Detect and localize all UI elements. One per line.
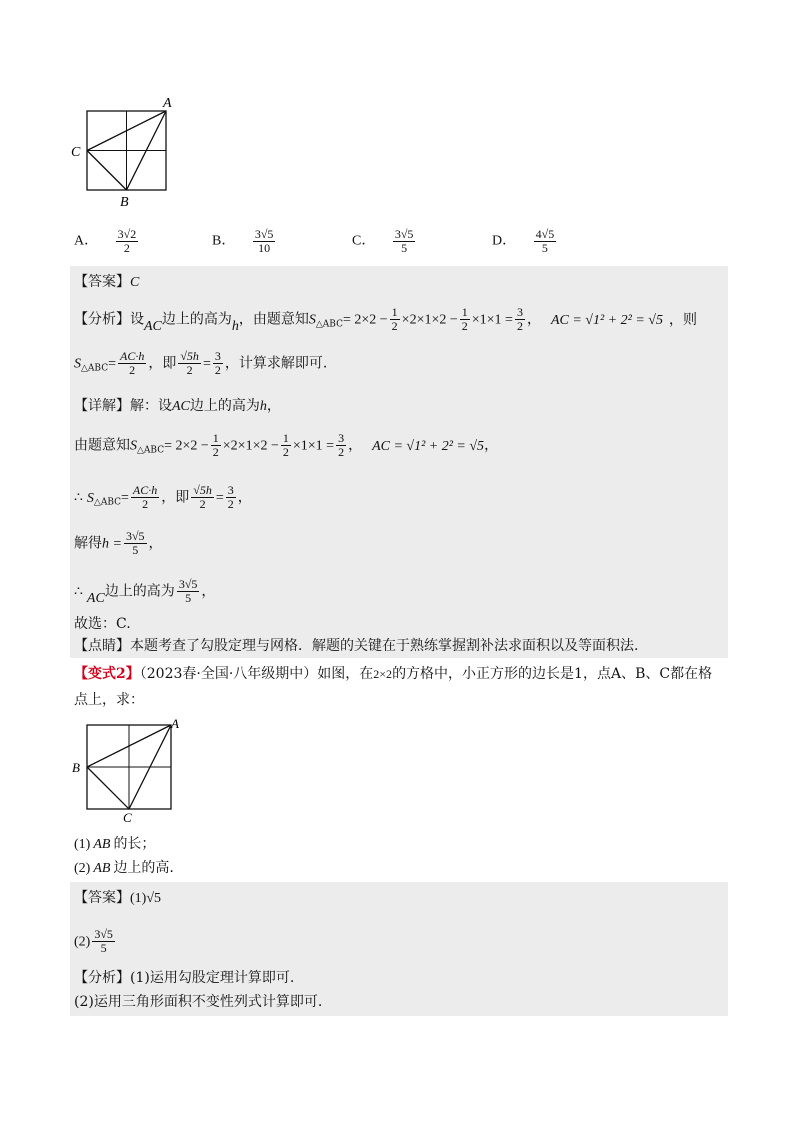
fraction-den: 2 bbox=[142, 497, 149, 511]
answer2-line-2 bbox=[74, 928, 117, 955]
point-label-a: A bbox=[163, 96, 172, 111]
segment-bc bbox=[87, 767, 129, 809]
option-d[interactable] bbox=[492, 228, 558, 255]
detail-line-4 bbox=[74, 530, 163, 557]
analysis-tag: 【分析】 bbox=[74, 970, 130, 986]
analysis2-line-1 bbox=[74, 968, 294, 988]
equation: ×1×1 = bbox=[471, 312, 513, 328]
equation: ×2×1×2 − bbox=[222, 438, 279, 454]
option-c-den: 5 bbox=[401, 241, 408, 255]
answer-tag: 【答案】 bbox=[74, 274, 130, 290]
detail-line-1 bbox=[74, 396, 281, 417]
option-c-num: 3√5 bbox=[394, 227, 414, 241]
segment-ab-label: AB bbox=[93, 861, 111, 876]
analysis-h: h bbox=[231, 318, 239, 334]
fraction-den: 2 bbox=[212, 445, 219, 459]
option-c-letter: C． bbox=[352, 233, 376, 249]
analysis-text: 设 bbox=[130, 311, 144, 328]
answer-tag: 【答案】 bbox=[74, 890, 130, 906]
equation: = 2×2 − bbox=[164, 438, 209, 454]
detail-text: 解：设 bbox=[130, 398, 172, 414]
analysis-ac: AC bbox=[144, 318, 162, 334]
analysis-text: (1)运用勾股定理计算即可. bbox=[130, 970, 295, 986]
fraction-den: 2 bbox=[227, 497, 234, 511]
fraction-den: 5 bbox=[185, 591, 192, 605]
answer2-line-1 bbox=[74, 888, 161, 909]
fraction-num: 3 bbox=[338, 431, 345, 445]
analysis-line-2 bbox=[74, 350, 327, 379]
fraction-num: √5h bbox=[193, 483, 212, 497]
equation: ×2×1×2 − bbox=[401, 312, 458, 328]
fraction-num: 1 bbox=[212, 431, 219, 445]
fraction-num: 1 bbox=[461, 305, 468, 319]
punct: ， bbox=[526, 311, 541, 328]
fraction-num: 3 bbox=[227, 483, 234, 497]
detail-text: 由题意知 bbox=[74, 437, 130, 454]
fraction-num: 1 bbox=[391, 305, 398, 319]
point-label-b: B bbox=[120, 195, 129, 208]
analysis-text: ，由题意知 bbox=[238, 311, 309, 328]
fraction-num: 1 bbox=[282, 431, 289, 445]
option-b-den: 10 bbox=[258, 241, 271, 255]
therefore-symbol: ∴ bbox=[74, 489, 83, 506]
equation: = bbox=[202, 356, 211, 372]
detail-text: 边上的高为 bbox=[104, 583, 175, 600]
detail-text: 边上的高为 bbox=[189, 398, 260, 414]
option-a[interactable] bbox=[74, 228, 140, 255]
option-d-den: 5 bbox=[541, 241, 548, 255]
area-sub: △ABC bbox=[81, 363, 109, 374]
detail-ac: AC bbox=[86, 590, 105, 606]
area-sub: △ABC bbox=[137, 445, 165, 456]
option-a-num: 3√2 bbox=[117, 227, 137, 241]
question-2 bbox=[74, 858, 174, 879]
question-number: (1) bbox=[74, 837, 91, 852]
analysis-line-1 bbox=[74, 306, 697, 335]
fraction-num: √5h bbox=[180, 349, 199, 363]
fraction-den: 2 bbox=[516, 319, 523, 333]
variant-text: 的方格中，小正方形的边长是1，点A、B、C都在格 bbox=[392, 666, 713, 682]
punct: ， bbox=[148, 535, 163, 552]
question-text: 的长； bbox=[113, 836, 156, 852]
fraction-den: 2 bbox=[338, 445, 345, 459]
detail-line-5 bbox=[74, 578, 215, 605]
grid-size: 2×2 bbox=[373, 667, 393, 681]
detail-line-2 bbox=[74, 432, 498, 461]
answer-line bbox=[74, 272, 139, 293]
point-label-b: B bbox=[72, 760, 80, 775]
variant-line-1 bbox=[74, 664, 712, 684]
fraction-den: 2 bbox=[199, 497, 206, 511]
fraction-num: 3√5 bbox=[178, 577, 198, 591]
variant-source: （2023春·全国·八年级期中）如图，在 bbox=[139, 666, 374, 682]
area-sub: △ABC bbox=[93, 497, 122, 508]
answer-value: √5 bbox=[146, 891, 162, 906]
therefore-symbol: ∴ bbox=[74, 583, 83, 600]
ac-length-equation: AC = √1² + 2² = √5 bbox=[550, 312, 663, 328]
option-b-letter: B． bbox=[212, 233, 236, 249]
area-sub: △ABC bbox=[315, 319, 343, 330]
equation: = 2×2 − bbox=[342, 312, 388, 328]
detail-tag: 【详解】 bbox=[74, 398, 130, 414]
fraction-num: 3√5 bbox=[125, 529, 145, 543]
variant-text: 点上，求： bbox=[74, 692, 144, 708]
segment-ab-label: AB bbox=[93, 837, 111, 852]
figure-grid-2 bbox=[70, 714, 186, 824]
analysis-text: ，计算求解即可. bbox=[224, 355, 328, 372]
analysis-text: 边上的高为 bbox=[161, 311, 232, 328]
area-symbol: S bbox=[308, 312, 316, 328]
detail-text: ，即 bbox=[161, 489, 190, 506]
detail-text: 故选：C. bbox=[74, 616, 131, 632]
answer-part: (1) bbox=[130, 891, 147, 906]
point-label-c: C bbox=[123, 810, 132, 824]
figure-grid-1 bbox=[70, 94, 180, 208]
analysis-tag: 【分析】 bbox=[74, 311, 130, 328]
area-symbol: S bbox=[74, 356, 81, 372]
area-symbol: S bbox=[86, 490, 94, 506]
detail-line-6 bbox=[74, 614, 131, 634]
analysis2-line-2 bbox=[74, 992, 322, 1012]
question-1 bbox=[74, 834, 155, 855]
detail-ac: AC bbox=[172, 399, 190, 414]
equation: = bbox=[108, 356, 116, 372]
fraction-num: AC·h bbox=[132, 483, 158, 497]
equation: = bbox=[215, 490, 224, 506]
detail-line-3 bbox=[74, 484, 252, 513]
detail-h: h bbox=[259, 399, 267, 414]
option-c[interactable] bbox=[352, 228, 417, 255]
fraction-den: 5 bbox=[132, 543, 139, 557]
fraction-num: 3 bbox=[516, 305, 523, 319]
detail-text: ， bbox=[266, 398, 281, 414]
fraction-num: 3√5 bbox=[94, 927, 113, 941]
option-d-num: 4√5 bbox=[535, 227, 555, 241]
punct: ， bbox=[348, 437, 363, 454]
answer-part: (2) bbox=[74, 934, 91, 950]
fraction-den: 2 bbox=[391, 319, 398, 333]
point-label-a: A bbox=[171, 716, 179, 731]
detail-text: 解得 bbox=[74, 535, 102, 552]
segment-cb bbox=[87, 151, 127, 191]
question-text: 边上的高. bbox=[113, 860, 174, 876]
fraction-den: 2 bbox=[186, 363, 193, 377]
analysis-text: ，即 bbox=[148, 355, 177, 372]
punct: ， bbox=[201, 583, 216, 600]
point-label-c: C bbox=[71, 145, 81, 160]
equation: ×1×1 = bbox=[292, 438, 335, 454]
fraction-den: 2 bbox=[214, 363, 221, 377]
ac-length-equation: AC = √1² + 2² = √5 bbox=[372, 438, 485, 454]
option-a-letter: A． bbox=[74, 233, 99, 249]
punct: ， bbox=[484, 437, 499, 454]
variant-line-2 bbox=[74, 690, 144, 710]
option-b-num: 3√5 bbox=[254, 227, 274, 241]
comment-line bbox=[74, 636, 638, 656]
punct: ， bbox=[237, 489, 252, 506]
fraction-den: 2 bbox=[129, 363, 136, 377]
fraction-num: AC·h bbox=[120, 349, 145, 363]
analysis-text: ，则 bbox=[668, 311, 697, 328]
variant-tag: 【变式2】 bbox=[74, 666, 140, 682]
fraction-den: 2 bbox=[461, 319, 468, 333]
comment-tag: 【点睛】 bbox=[74, 638, 130, 654]
fraction-num: 3 bbox=[214, 349, 221, 363]
option-a-den: 2 bbox=[123, 241, 130, 255]
option-d-letter: D． bbox=[492, 233, 517, 249]
fraction-den: 2 bbox=[282, 445, 289, 459]
h-equation: h = bbox=[102, 536, 122, 552]
answer-value: C bbox=[130, 275, 140, 290]
option-b[interactable] bbox=[212, 228, 277, 255]
area-symbol: S bbox=[130, 438, 137, 454]
question-number: (2) bbox=[74, 861, 91, 876]
analysis-text: (2)运用三角形面积不变性列式计算即可. bbox=[74, 994, 323, 1010]
equation: = bbox=[121, 490, 129, 506]
comment-text: 本题考查了勾股定理与网格．解题的关键在于熟练掌握割补法求面积以及等面积法. bbox=[130, 638, 639, 654]
fraction-den: 5 bbox=[100, 941, 107, 955]
